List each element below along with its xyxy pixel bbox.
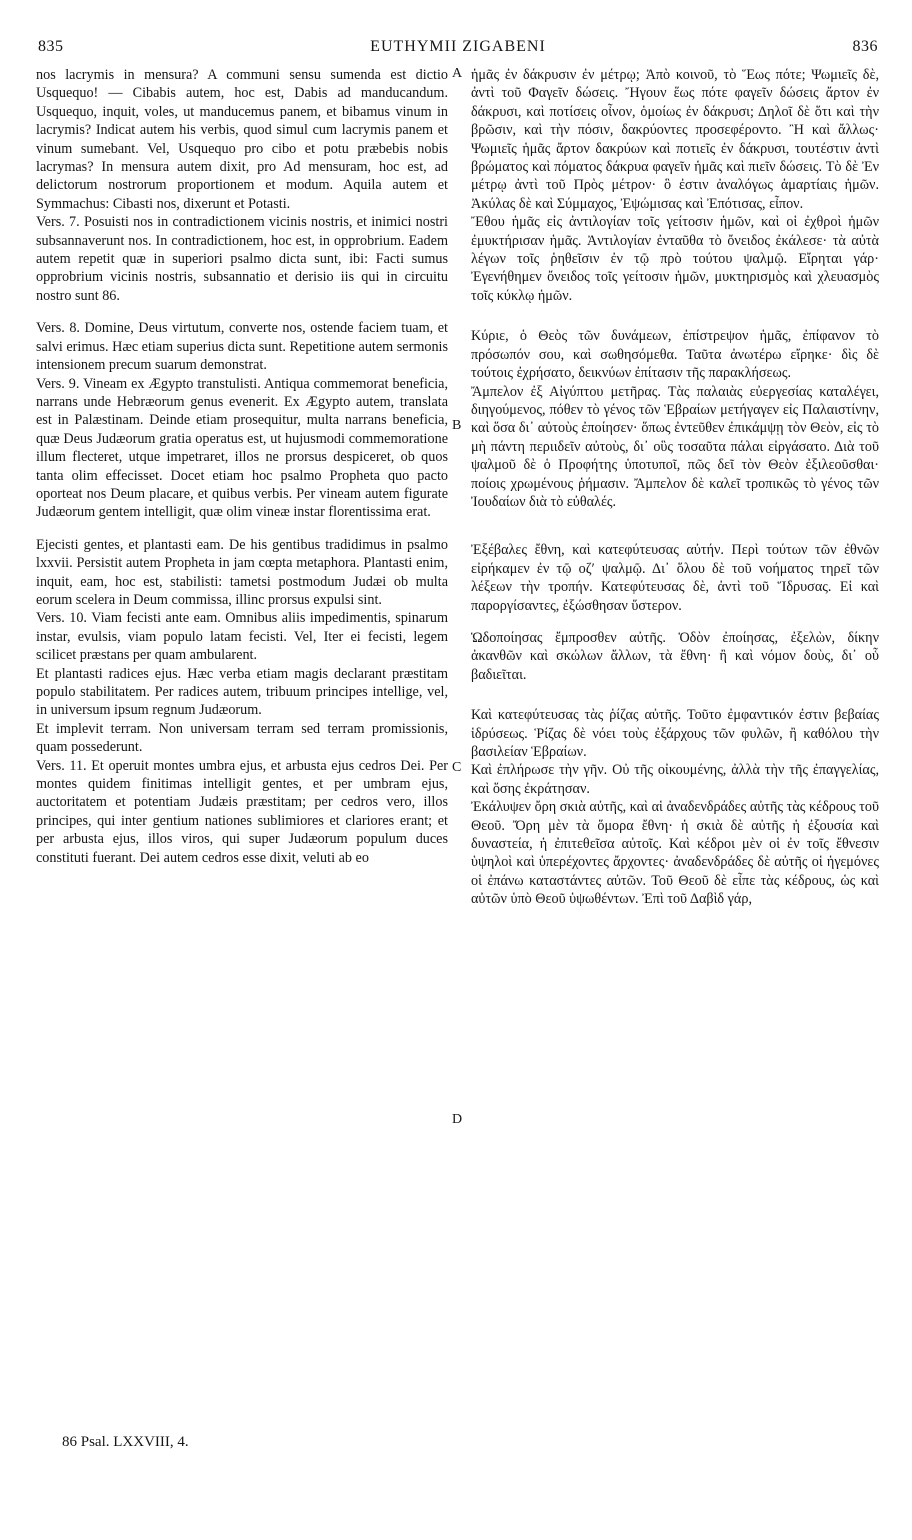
- page-number-left: 835: [38, 38, 64, 55]
- running-title: EUTHYMII ZIGABENI: [370, 38, 546, 55]
- latin-paragraph: Vers. 11. Et operuit montes umbra ejus, et arbusta ejus cedros Dei. Per montes quidem finitimas intelligit gentes, et per umbram ejus, auctoritatem et potentiam Judæis præstitam; per cedros vero, illos principes, qui inter gentium nationes sublimiores et clariores erant; et per arbusta ejus, illos viros, qui super Judæorum populum duces constituti fuerant. Dei autem cedros esse dixit, veluti ab eo: [36, 757, 448, 866]
- page-number-right: 836: [852, 38, 878, 55]
- latin-column: [36, 66, 448, 867]
- latin-paragraph: Et plantasti radices ejus. Hæc verba etiam magis declarant præstitam populo stabilitatem. Per radices autem, tribuum principes intellige, vel, in universum ipsum regnum Judæorum.: [36, 665, 448, 719]
- latin-paragraph: Et implevit terram. Non universam terram sed terram promissionis, quam possederunt.: [36, 720, 448, 756]
- section-marker-c: C: [452, 760, 462, 775]
- latin-paragraph: Ejecisti gentes, et plantasti eam. De his gentibus tradidimus in psalmo lxxvii. Persistit autem Propheta in jam cœpta metaphora. Plantasti enim, inquit, eam, hoc est, stabilisti: tametsi postmodum Judæi ob multa eorum scelera in Deum commissa, illinc prorsus expulsi sint.: [36, 536, 448, 608]
- greek-column: [471, 66, 879, 909]
- greek-paragraph: Ὡδοποίησας ἔμπροσθεν αὐτῆς. Ὁδὸν ἐποίησας, ἐξελὼν, δίκην ἀκανθῶν καὶ σκώλων ἄλλων, τὰ ἔθνη· ἢ καὶ νόμον δοὺς, δι᾽ οὗ βαδιεῖται.: [471, 629, 879, 683]
- greek-paragraph: Κύριε, ὁ Θεὸς τῶν δυνάμεων, ἐπίστρεψον ἡμᾶς, ἐπίφανον τὸ πρόσωπόν σου, καὶ σωθησόμεθα. Ταῦτα ἀνωτέρω εἴρηκε· δὶς δὲ τούτοις ἐχρήσατο, δεικνύων ἐπίτασιν τῆς παρακλήσεως.: [471, 328, 879, 382]
- greek-paragraph: Ἔθου ἡμᾶς εἰς ἀντιλογίαν τοῖς γείτοσιν ἡμῶν, καὶ οἱ ἐχθροὶ ἡμῶν ἐμυκτήρισαν ἡμᾶς. Ἀντιλογίαν ἐνταῦθα τὸ ὄνειδος ἐκάλεσε· τὰ αὐτὰ λέγων τοῖς ῥηθεῖσιν ἐν τῷ πρὸ τούτου ψαλμῷ. Εἴρηται γάρ· Ἐγενήθημεν ὄνειδος τοῖς γείτοσιν ἡμῶν, μυκτηρισμὸς καὶ χλευασμὸς τοῖς κύκλῳ ἡμῶν.: [471, 214, 879, 304]
- latin-paragraph: Vers. 9. Vineam ex Ægypto transtulisti. Antiqua commemorat beneficia, narrans unde Hebræorum genus evenerit. Ex Ægypto autem, translata est in Palæstinam. Deinde etiam prosequitur, multa narrans beneficia, quæ Deus Judæorum gratia operatus est, ut hujusmodi commemoratione illum flecteret, utque impetraret, illos ne prorsus despiceret, ob quos tanta olim effecisset. Docet etiam hoc psalmo Propheta quo pacto oporteat nos Deum placare, et quibus verbis. Per vineam autem figurate Judæorum gentem intelligit, quæ olim vineæ instar florentissima erat.: [36, 375, 448, 521]
- section-marker-b: B: [452, 418, 462, 433]
- footnote: 86 Psal. LXXVIII, 4.: [62, 1434, 189, 1450]
- section-marker-a: A: [452, 66, 463, 81]
- greek-paragraph: Καὶ κατεφύτευσας τὰς ῥίζας αὐτῆς. Τοῦτο ἐμφαντικόν ἐστιν βεβαίας ἱδρύσεως. Ῥίζας δὲ νόει τοὺς ἐξάρχους τῶν φυλῶν, ἢ καθόλου τὴν βασιλείαν Ἑβραίων.: [471, 707, 879, 760]
- greek-paragraph: ἡμᾶς ἐν δάκρυσιν ἐν μέτρῳ; Ἀπὸ κοινοῦ, τὸ Ἕως πότε; Ψωμιεῖς δὲ, ἀντὶ τοῦ Φαγεῖν δώσεις. Ἤγουν ἕως πότε φαγεῖν δώσεις ἄρτον ἐν δάκρυσι, καὶ ποτίσεις οἶνον, ὁμοίως ἐν δάκρυσι; Δηλοῖ δὲ ὅτι καὶ τὴν βρῶσιν, καὶ τὴν πόσιν, δακρύοντες προσεφέροντο. Ἢ καὶ ἄλλως· Ψωμιεῖς ἡμᾶς ἄρτον δακρύων καὶ ποτιεῖς ἐν δάκρυσι, τουτέστιν ἀντὶ βρώματος καὶ πόματος δάκρυα φαγεῖν ἡμᾶς καὶ πιεῖν δώσεις. Τὸ δὲ Ἐν μέτρῳ ἀντὶ τοῦ Πρὸς μέτρον· ὃ ἐστιν ἀναλόγως ἁμαρτίαις ἡμῶν. Ἀκύλας δὲ καὶ Σύμμαχος, Ἐψώμισας καὶ Ἐπότισας, εἶπον.: [471, 67, 879, 212]
- section-marker-d: D: [452, 1112, 463, 1127]
- running-header: [38, 38, 878, 60]
- latin-paragraph: Vers. 8. Domine, Deus virtutum, converte nos, ostende faciem tuam, et salvi erimus. Hæc etiam superius dicta sunt. Repetitione autem sermonis intensionem precum suarum demonstrat.: [36, 320, 448, 374]
- greek-paragraph: Ἄμπελον ἐξ Αἰγύπτου μετῆρας. Τὰς παλαιὰς εὐεργεσίας καταλέγει, διηγούμενος, πόθεν τὸ γένος τῶν Ἑβραίων μετήγαγεν εἰς Παλαιστίνην, καὶ ὅσα δι᾽ αὐτοὺς ἐποίησεν· ὅπως ἐντεῦθεν ἐπικάμψῃ τὸν Θεὸν, εἰς τὸ μὴ πάντη περιιδεῖν αὐτοὺς, δι᾽ οὓς τοσαῦτα πάλαι εἰργάσατο. Διὰ τοῦ ψαλμοῦ δὲ ὁ Προφήτης ὑποτυποῖ, πῶς δεῖ τὸν Θεὸν ἐξιλεοῦσθαι· ποίοις χρωμένους ῥήμασιν. Ἄμπελον δὲ καλεῖ τροπικῶς τὸ γένος τῶν Ἰουδαίων διὰ τὸ εὐθαλές.: [471, 383, 879, 510]
- latin-paragraph: Vers. 7. Posuisti nos in contradictionem vicinis nostris, et inimici nostri subsannaverunt nos. In contradictionem, hoc est, in opprobrium. Eadem autem repetit quæ in superiori psalmo dicta sunt, ibi: Facti sumus opprobrium vicinis nostris, subsannatio et derisio iis qui in circuitu nostro sunt 86.: [36, 214, 448, 304]
- greek-paragraph: Ἐκάλυψεν ὄρη σκιὰ αὐτῆς, καὶ αἱ ἀναδενδράδες αὐτῆς τὰς κέδρους τοῦ Θεοῦ. Ὄρη μὲν τὰ ὅμορα ἔθνη· ἡ σκιὰ δὲ αὐτῆς ἡ ἐξουσία καὶ δυναστεία, ἡ ἐπιτεθεῖσα αὐτοῖς. Καὶ κέδροι μὲν οἱ ἐν τοῖς ἔθνεσιν ὑψηλοὶ καὶ ὑπερέχοντες ἄρχοντες· ἀναδενδράδες δὲ αὐτῆς οἱ ἡγεμόνες οἱ ἐπάνω καταστάντες αὐτῶν. Τοῦ Θεοῦ δὲ εἶπε τὰς κέδρους, ὡς καὶ αὐτῶν ὑπὸ Θεοῦ ὑψωθέντων. Ἐπὶ τοῦ Δαβὶδ γάρ,: [471, 799, 879, 908]
- greek-paragraph: Καὶ ἐπλήρωσε τὴν γῆν. Οὐ τῆς οἰκουμένης, ἀλλὰ τὴν τῆς ἐπαγγελίας, καὶ ὅσης ἐκράτησαν.: [471, 762, 879, 797]
- greek-paragraph: Ἐξέβαλες ἔθνη, καὶ κατεφύτευσας αὐτήν. Περὶ τούτων τῶν ἐθνῶν εἰρήκαμεν ἐν τῷ οζʹ ψαλμῷ. Δι᾽ ὅλου δὲ τοῦ νοήματος τηρεῖ τῶν λέξεων τὴν τροπήν. Κατεφύτευσας δὲ, ἀντὶ τοῦ Ἵδρυσας. Εἰ καὶ παροργίσαντες, ἐξώσθησαν ὕστερον.: [471, 542, 879, 614]
- latin-paragraph: Vers. 10. Viam fecisti ante eam. Omnibus aliis impedimentis, spinarum instar, evulsis, viam populo latam fecisti. Vel, Iter ei fecisti, legem scilicet præstans per quam ambularent.: [36, 610, 448, 664]
- latin-paragraph: nos lacrymis in mensura? A communi sensu sumenda est dictio Usquequo! — Cibabis autem, hoc est, Dabis ad manducandum. Usquequo, inquit, voles, ut manducemus panem, et bibamus vinum in lacrymis? Indicat autem his verbis, quod simul cum lacrymis panem et vinum sumebant. Vel, Usquequo pro cibo et potu præbebis nobis lacrymas? In mensura autem dixit, pro Ad mensuram, hoc est, ad delictorum nostrorum proportionem et modum. Aquila autem et Symmachus: Cibasti nos, dixerunt et Potasti.: [36, 67, 448, 212]
